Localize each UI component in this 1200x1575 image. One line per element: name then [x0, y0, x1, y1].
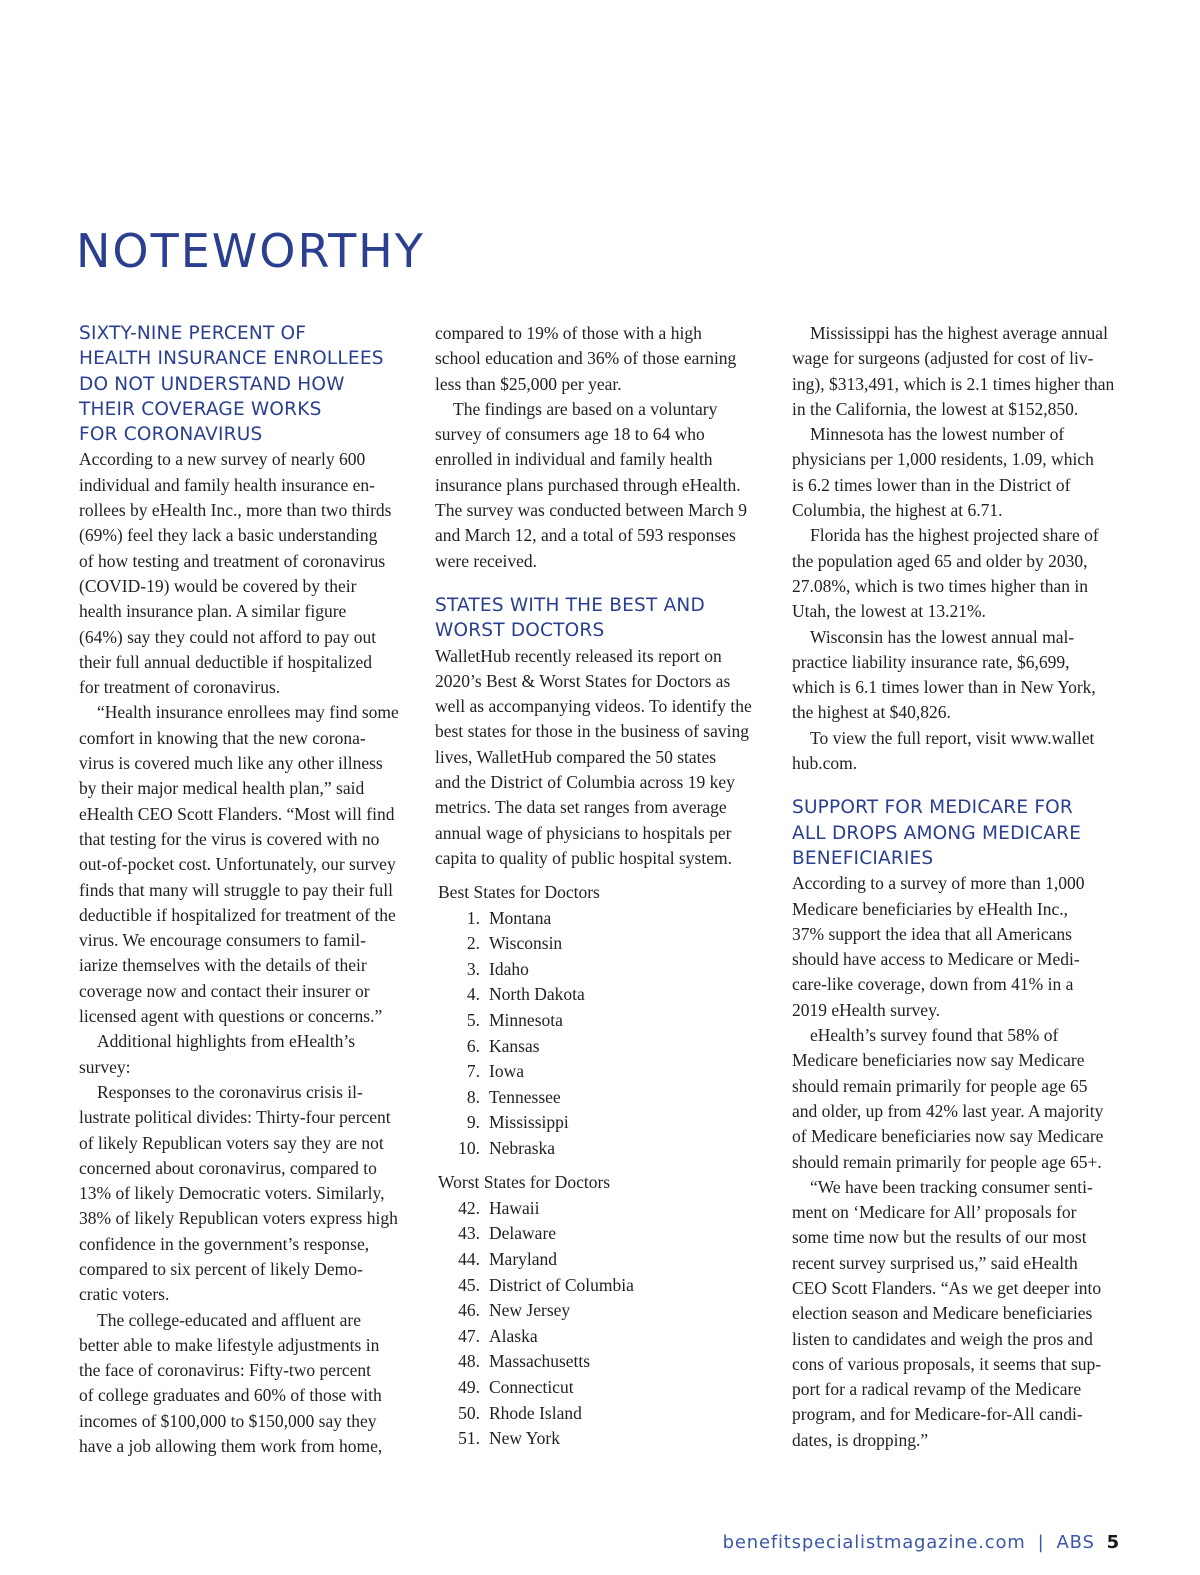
body-line: confidence in the government’s response, [79, 1233, 370, 1254]
body-line: “Health insurance enrollees may find some [97, 702, 399, 723]
list-item: 7. Iowa [466, 1061, 524, 1082]
list-item: 8. Tennessee [466, 1086, 561, 1107]
heading-line: SUPPORT FOR MEDICARE FOR [792, 797, 1073, 819]
list-item: 49. Connecticut [458, 1376, 574, 1397]
body-line: (64%) say they could not afford to pay out [79, 626, 377, 647]
body-line: The survey was conducted between March 9 [435, 500, 747, 521]
body-line: that testing for the virus is covered with no [79, 828, 380, 849]
body-line: their full annual deductible if hospitalized [79, 651, 373, 672]
body-line: individual and family health insurance en- [79, 474, 375, 495]
heading-line: DO NOT UNDERSTAND HOW [79, 373, 345, 395]
body-line: 38% of likely Republican voters express high [79, 1208, 398, 1229]
list-item: 42. Hawaii [458, 1197, 540, 1218]
article-body-doctors-continued [792, 321, 1127, 776]
body-line: in the California, the lowest at $152,850. [792, 398, 1079, 419]
body-line: comfort in knowing that the new corona- [79, 727, 366, 748]
body-line: were received. [435, 550, 538, 571]
list-item: 43. Delaware [458, 1223, 557, 1244]
body-line: Mississippi has the highest average annual [810, 323, 1108, 343]
page-footer [723, 1532, 1120, 1553]
list-item: 50. Rhode Island [458, 1402, 582, 1423]
body-line: survey of consumers age 18 to 64 who [435, 424, 705, 445]
list-item: 44. Maryland [458, 1248, 558, 1269]
heading-line: FOR CORONAVIRUS [79, 424, 263, 446]
body-line: lustrate political divides: Thirty-four percent [79, 1107, 391, 1128]
body-line: insurance plans purchased through eHealth. [435, 474, 741, 495]
heading-line: SIXTY-NINE PERCENT OF [79, 323, 307, 344]
list-item: 2. Wisconsin [466, 933, 563, 954]
body-line: of how testing and treatment of coronavirus [79, 550, 386, 571]
body-line: have a job allowing them work from home, [79, 1436, 383, 1457]
body-line: should remain primarily for people age 65+. [792, 1151, 1102, 1172]
body-line: 37% support the idea that all Americans [792, 923, 1072, 944]
list-item: 1. Montana [466, 907, 552, 928]
body-line: program, and for Medicare-for-All candi- [792, 1404, 1083, 1425]
body-line: recent survey surprised us,” said eHealth [792, 1252, 1078, 1273]
body-line: capita to quality of public hospital system. [435, 847, 732, 868]
list-item: 46. New Jersey [458, 1300, 571, 1321]
body-line: well as accompanying videos. To identify the [435, 696, 752, 717]
body-line: iarize themselves with the details of their [79, 955, 367, 976]
body-line: of likely Republican voters say they are not [79, 1132, 384, 1153]
page-title: NOTEWORTHY [76, 224, 425, 278]
body-line: CEO Scott Flanders. “As we get deeper into [792, 1277, 1102, 1298]
body-line: by their major medical health plan,” said [79, 778, 365, 799]
body-line: is 6.2 times lower than in the District of [792, 474, 1071, 495]
body-line: and March 12, and a total of 593 responses [435, 525, 736, 546]
column-2 [435, 321, 770, 1452]
body-line: eHealth CEO Scott Flanders. “Most will find [79, 803, 395, 824]
body-line: concerned about coronavirus, compared to [79, 1157, 377, 1178]
list-item: 10. Nebraska [458, 1137, 556, 1158]
body-line: 2019 eHealth survey. [792, 999, 941, 1020]
body-line: wage for surgeons (adjusted for cost of liv- [792, 348, 1094, 369]
body-line: compared to 19% of those with a high [435, 323, 702, 343]
body-line: eHealth’s survey found that 58% of [810, 1025, 1059, 1046]
body-line: for treatment of coronavirus. [79, 677, 281, 698]
article-heading-coronavirus-coverage [79, 321, 414, 447]
body-line: physicians per 1,000 residents, 1.09, which [792, 449, 1094, 470]
heading-line: WORST DOCTORS [435, 620, 605, 642]
body-line: election season and Medicare beneficiaries [792, 1303, 1093, 1324]
article-body-coronavirus-coverage [79, 447, 414, 1459]
body-line: incomes of $100,000 to $150,000 say they [79, 1410, 377, 1431]
body-line: Medicare beneficiaries now say Medicare [792, 1050, 1085, 1071]
body-line: school education and 36% of those earning [435, 348, 737, 369]
footer-site-link[interactable]: benefitspecialistmagazine.com [722, 1532, 1026, 1553]
body-line: Columbia, the highest at 6.71. [792, 500, 1003, 521]
heading-line: HEALTH INSURANCE ENROLLEES [79, 348, 384, 370]
body-line: 2020’s Best & Worst States for Doctors as [435, 670, 731, 691]
body-line: care-like coverage, down from 41% in a [792, 974, 1074, 995]
body-line: the highest at $40,826. [792, 702, 951, 723]
body-line: the population aged 65 and older by 2030, [792, 550, 1088, 571]
body-line: 27.08%, which is two times higher than in [792, 575, 1089, 596]
worst-states-title: Worst States for Doctors [438, 1172, 611, 1193]
body-line: (69%) feel they lack a basic understanding [79, 525, 378, 546]
body-line: deductible if hospitalized for treatment of the [79, 904, 396, 925]
body-line: out-of-pocket cost. Unfortunately, our survey [79, 854, 396, 875]
best-states-list [435, 906, 770, 1162]
body-line: Minnesota has the lowest number of [810, 424, 1065, 445]
body-line: should remain primarily for people age 65 [792, 1075, 1088, 1096]
list-item: 45. District of Columbia [458, 1274, 634, 1295]
list-item: 9. Mississippi [466, 1112, 569, 1133]
body-line: (COVID-19) would be covered by their [79, 575, 357, 596]
body-line: listen to candidates and weigh the pros and [792, 1328, 1093, 1349]
footer-publication: ABS [1056, 1532, 1095, 1553]
body-line: “We have been tracking consumer senti- [810, 1176, 1093, 1197]
body-line: According to a survey of more than 1,000 [792, 873, 1085, 894]
body-line: which is 6.1 times lower than in New York, [792, 677, 1096, 698]
body-line: rollees by eHealth Inc., more than two thirds [79, 500, 392, 521]
column-1 [79, 321, 414, 1459]
body-line: enrolled in individual and family health [435, 449, 713, 470]
heading-line: BENEFICIARIES [792, 847, 934, 869]
body-line: dates, is dropping.” [792, 1429, 929, 1450]
list-item: 5. Minnesota [466, 1009, 563, 1030]
body-line: licensed agent with questions or concerns.” [79, 1006, 383, 1027]
body-line: virus. We encourage consumers to famil- [79, 930, 366, 951]
body-line: and the District of Columbia across 19 key [435, 772, 735, 793]
body-line: practice liability insurance rate, $6,699, [792, 651, 1070, 672]
page-number: 5 [1106, 1532, 1120, 1553]
body-line: Responses to the coronavirus crisis il- [97, 1081, 363, 1102]
body-line: and older, up from 42% last year. A majority [792, 1100, 1104, 1121]
body-line: survey: [79, 1056, 131, 1077]
body-line: WalletHub recently released its report on [435, 645, 722, 666]
footer-separator: | [1037, 1532, 1045, 1553]
article-body-doctors [435, 644, 770, 872]
body-line: The college-educated and affluent are [97, 1309, 361, 1330]
body-line: compared to six percent of likely Demo- [79, 1258, 363, 1279]
body-line: According to a new survey of nearly 600 [79, 449, 366, 470]
body-line: coverage now and contact their insurer or [79, 980, 370, 1001]
body-line: Wisconsin has the lowest annual mal- [810, 626, 1075, 647]
heading-line: STATES WITH THE BEST AND [435, 594, 705, 616]
column-3 [792, 321, 1127, 1453]
body-line: port for a radical revamp of the Medicare [792, 1379, 1082, 1400]
body-line: of college graduates and 60% of those with [79, 1385, 382, 1406]
body-line: should have access to Medicare or Medi- [792, 949, 1080, 970]
body-line: less than $25,000 per year. [435, 373, 622, 394]
body-line: virus is covered much like any other illness [79, 753, 383, 774]
body-line: Florida has the highest projected share of [810, 525, 1099, 546]
body-line: health insurance plan. A similar figure [79, 601, 347, 622]
body-line: Utah, the lowest at 13.21%. [792, 601, 986, 622]
body-line: ing), $313,491, which is 2.1 times higher than [792, 373, 1115, 394]
body-line: of Medicare beneficiaries now say Medicare [792, 1126, 1104, 1147]
list-item: 4. North Dakota [466, 984, 585, 1005]
heading-line: THEIR COVERAGE WORKS [79, 398, 322, 420]
body-line: ment on ‘Medicare for All’ proposals for [792, 1202, 1077, 1223]
article-heading-medicare-for-all [792, 795, 1127, 871]
worst-states-list [435, 1196, 770, 1452]
body-line: To view the full report, visit www.wallet [810, 727, 1095, 748]
body-line: The findings are based on a voluntary [453, 398, 718, 419]
article-body-continued [435, 321, 770, 574]
article-body-medicare-for-all [792, 871, 1127, 1453]
body-line: cons of various proposals, it seems that sup- [792, 1353, 1102, 1374]
body-line: some time now but the results of our most [792, 1227, 1087, 1248]
body-line: 13% of likely Democratic voters. Similarly, [79, 1183, 385, 1204]
list-item: 3. Idaho [466, 958, 529, 979]
body-line: the face of coronavirus: Fifty-two percent [79, 1360, 372, 1381]
best-states-title: Best States for Doctors [438, 882, 600, 903]
heading-line: ALL DROPS AMONG MEDICARE [792, 822, 1082, 844]
body-line: cratic voters. [79, 1284, 170, 1305]
list-item: 47. Alaska [458, 1325, 538, 1346]
body-line: Medicare beneficiaries by eHealth Inc., [792, 898, 1068, 919]
body-line: hub.com. [792, 753, 858, 774]
list-item: 6. Kansas [466, 1035, 540, 1056]
body-line: lives, WalletHub compared the 50 states [435, 746, 717, 767]
body-line: better able to make lifestyle adjustments in [79, 1334, 380, 1355]
body-line: annual wage of physicians to hospitals per [435, 822, 732, 843]
list-item: 48. Massachusetts [458, 1351, 591, 1372]
body-line: best states for those in the business of saving [435, 721, 749, 742]
list-item: 51. New York [458, 1428, 560, 1449]
body-line: metrics. The data set ranges from average [435, 797, 727, 818]
body-line: Additional highlights from eHealth’s [97, 1031, 356, 1052]
body-line: finds that many will struggle to pay their full [79, 879, 393, 900]
article-heading-doctors [435, 593, 770, 644]
